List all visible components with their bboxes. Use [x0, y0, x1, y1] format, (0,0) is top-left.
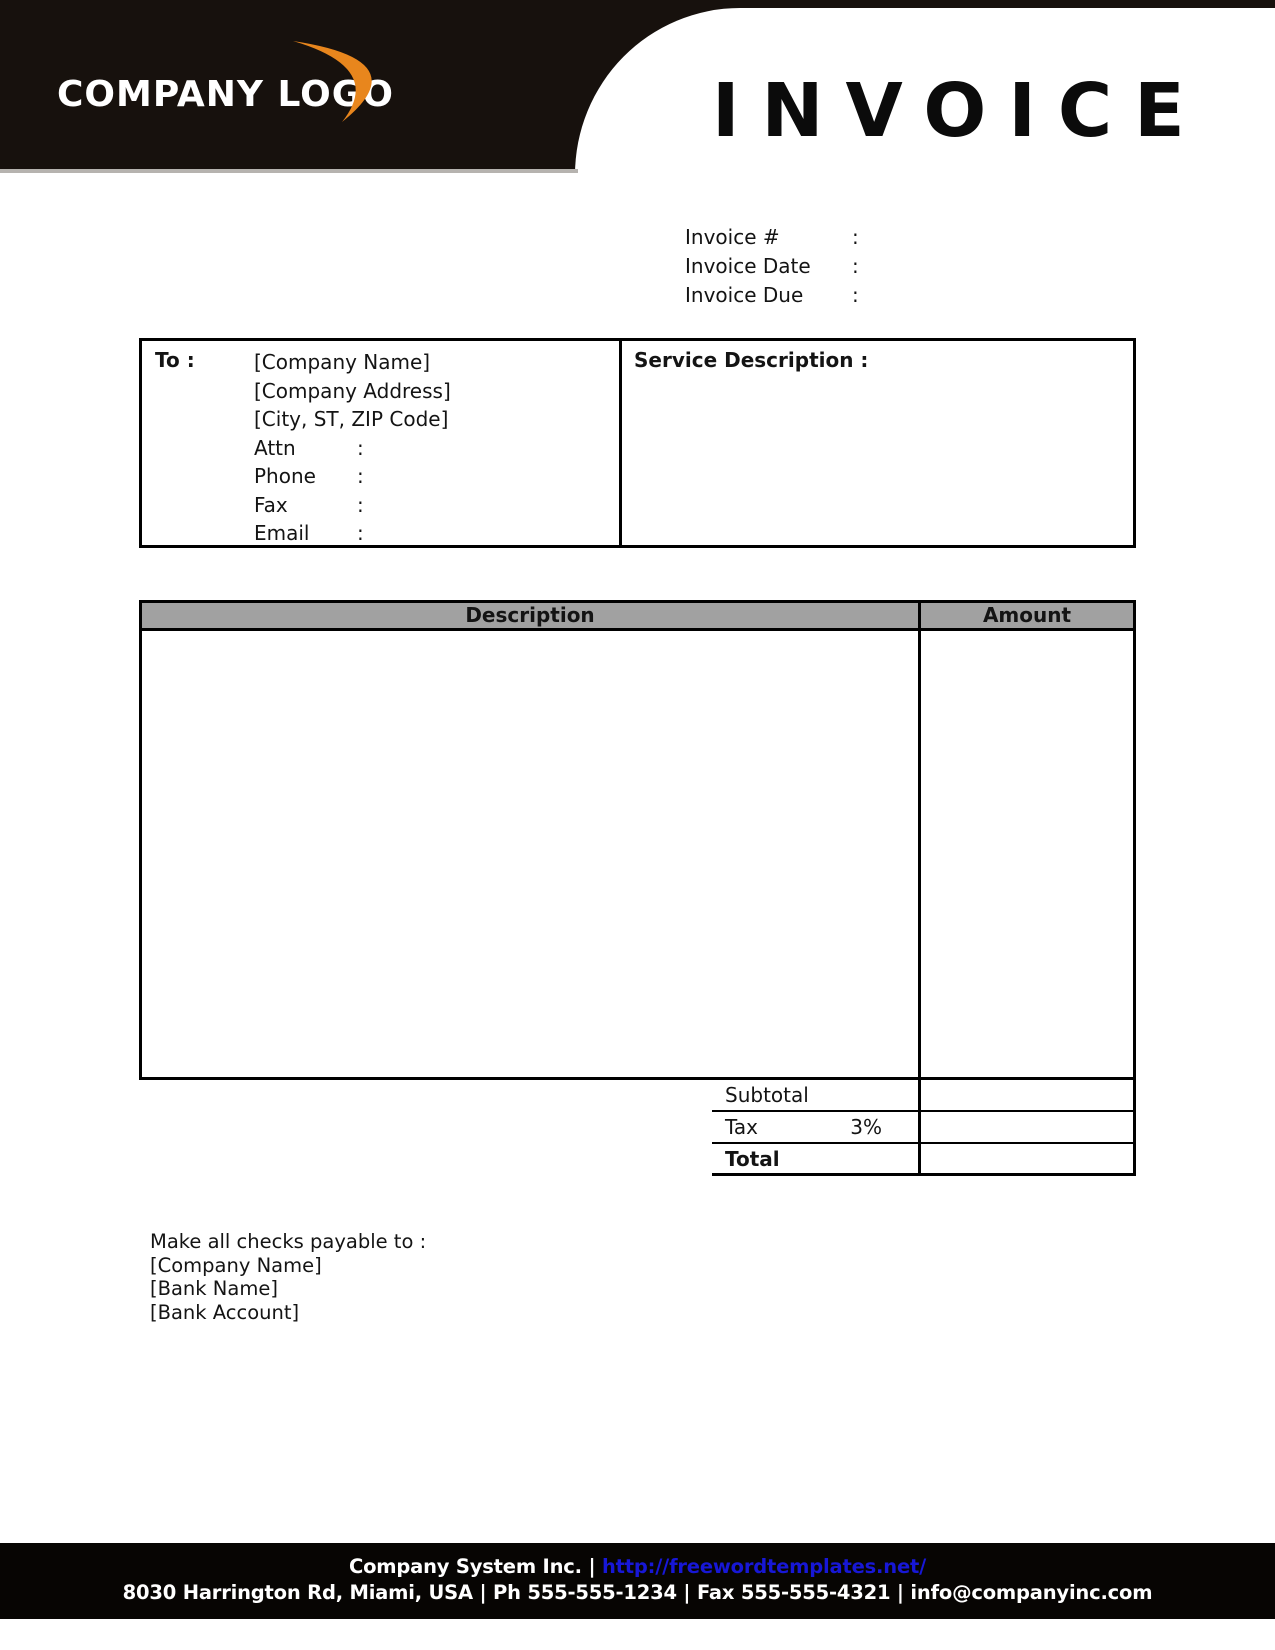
invoice-number-label: Invoice # [685, 224, 780, 249]
footer-company-name: Company System Inc. [348, 1555, 582, 1578]
totals-block [712, 1080, 1136, 1176]
invoice-meta-block [685, 222, 1024, 309]
logo-swoosh-icon [290, 38, 390, 128]
total-row [712, 1144, 1136, 1176]
phone-label: Phone [254, 464, 316, 488]
payable-heading: Make all checks payable to : [150, 1230, 427, 1253]
tax-row [712, 1112, 1136, 1144]
recipient-company-address: [Company Address] [254, 378, 451, 403]
fax-label: Fax [254, 492, 288, 517]
subtotal-amount-cell[interactable] [918, 1080, 1136, 1112]
attn-value[interactable] [375, 434, 515, 463]
payable-bank-name: [Bank Name] [150, 1277, 278, 1301]
payable-company-name: [Company Name] [150, 1253, 322, 1277]
attn-colon: : [357, 435, 364, 460]
invoice-title: INVOICE [712, 68, 1207, 154]
recipient-city-line: [City, ST, ZIP Code] [254, 407, 449, 431]
tax-label-text: Tax [725, 1115, 758, 1139]
items-table [139, 600, 1136, 1080]
invoice-date-row [685, 251, 1024, 280]
tax-label-cell [712, 1112, 918, 1144]
recipient-cell [142, 341, 619, 545]
total-label-cell [712, 1144, 918, 1176]
subtotal-label [712, 1080, 918, 1112]
amount-body-cell[interactable] [921, 631, 1133, 1077]
items-table-header [139, 600, 1136, 631]
company-logo-text: COMPANY LOGO [57, 74, 394, 115]
email-value[interactable] [375, 519, 515, 548]
fax-colon: : [357, 492, 364, 517]
description-body-cell[interactable] [142, 631, 921, 1077]
invoice-due-row [685, 280, 1024, 309]
items-table-body [139, 631, 1136, 1080]
payable-block [150, 1230, 426, 1324]
service-description-cell[interactable] [619, 341, 1133, 545]
footer-bar [0, 1543, 1275, 1619]
invoice-number-row [685, 222, 1024, 251]
tax-rate: 3% [850, 1115, 882, 1139]
header-divider [0, 169, 578, 173]
recipient-details [254, 348, 515, 548]
total-label-text: Total [725, 1146, 780, 1171]
email-label: Email [254, 521, 310, 545]
phone-colon: : [357, 464, 364, 488]
total-amount-cell[interactable] [918, 1144, 1136, 1176]
subtotal-label-text: Subtotal [725, 1083, 809, 1107]
footer-company-line [0, 1555, 1275, 1578]
description-column-header: Description [142, 603, 921, 628]
fax-value[interactable] [375, 491, 515, 520]
invoice-number-colon: : [852, 224, 859, 249]
recipient-service-box [139, 338, 1136, 548]
invoice-date-colon: : [852, 253, 859, 278]
phone-value[interactable] [375, 462, 515, 491]
service-description-label: Service Description : [634, 348, 869, 372]
invoice-due-label: Invoice Due [685, 282, 804, 307]
attn-label: Attn [254, 435, 296, 460]
fax-row [254, 491, 515, 520]
email-colon: : [357, 521, 364, 545]
invoice-date-label: Invoice Date [685, 253, 811, 278]
footer-website-link[interactable]: http://freewordtemplates.net/ [601, 1555, 927, 1578]
phone-row [254, 462, 515, 491]
tax-amount-cell[interactable] [918, 1112, 1136, 1144]
email-row [254, 519, 515, 548]
subtotal-row [712, 1080, 1136, 1112]
amount-column-header: Amount [982, 603, 1072, 627]
payable-bank-account: [Bank Account] [150, 1300, 300, 1324]
attn-row [254, 434, 515, 463]
footer-separator: | [588, 1555, 596, 1578]
footer-address-line: 8030 Harrington Rd, Miami, USA | Ph 555-555-1234 | Fax 555-555-4321 | info@companyinc.com [122, 1581, 1153, 1604]
recipient-company-name: [Company Name] [254, 350, 431, 374]
invoice-due-colon: : [852, 282, 859, 307]
to-label: To : [155, 348, 195, 372]
